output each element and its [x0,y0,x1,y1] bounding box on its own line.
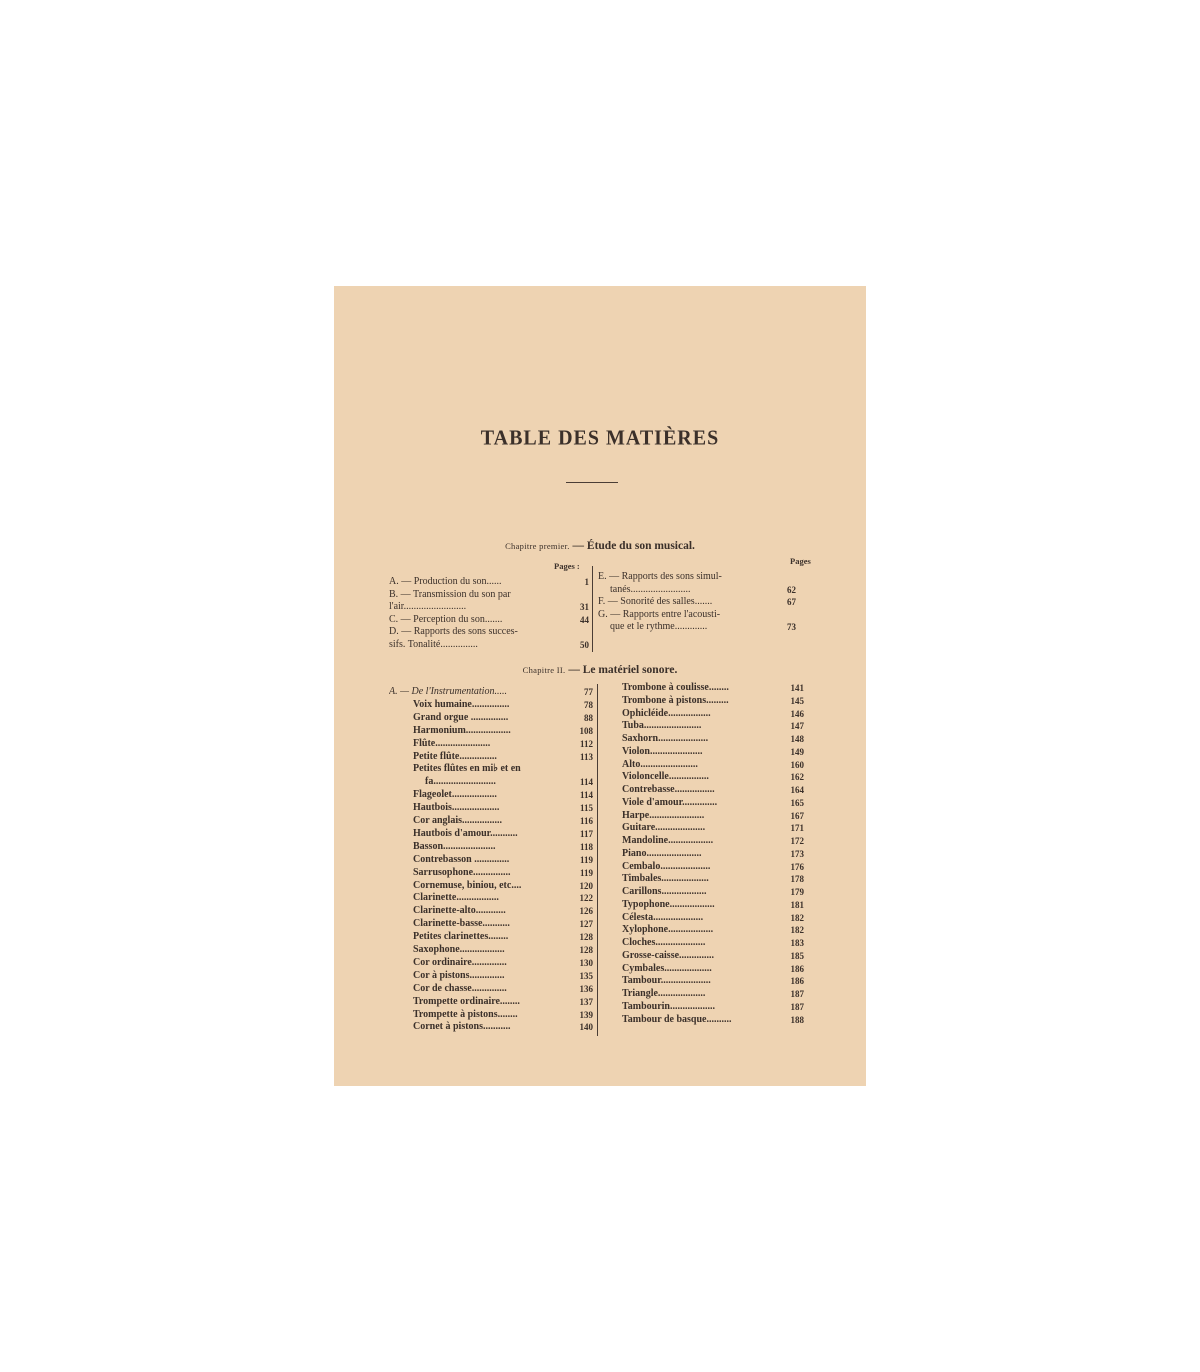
toc-entry-page: 135 [579,970,593,981]
toc-entry-page: 182 [790,925,804,936]
toc-entry-page: 126 [579,906,593,917]
toc-entry-page: 160 [790,759,804,770]
toc-entry-label: Trompette à pistons........ [413,1008,518,1020]
toc-entry-label: F. — Sonorité des salles....... [598,596,713,608]
toc-entry-label: Petites clarinettes........ [413,931,509,943]
toc-entry [622,746,804,758]
toc-entry [389,918,593,930]
toc-entry [622,1001,804,1013]
toc-entry-label: Cor ordinaire.............. [413,956,507,968]
toc-entry-page: 113 [579,751,593,762]
toc-entry-page: 1 [584,577,589,587]
toc-entry [598,584,796,596]
toc-entry [598,571,796,583]
toc-entry [389,802,593,814]
toc-entry-label: Viole d'amour.............. [622,796,718,808]
toc-entry-label: Carillons.................. [622,886,707,897]
toc-entry-label: Flûte...................... [413,737,491,749]
toc-entry [622,822,804,834]
toc-entry-label: Guitare.................... [622,822,706,834]
toc-entry [622,988,804,1000]
toc-entry [389,725,593,737]
toc-entry-page: 73 [787,622,796,633]
toc-entry-label: Cor anglais................ [413,815,502,826]
toc-entry-page: 145 [790,695,804,706]
toc-entry-label: B. — Transmission du son par [389,588,511,600]
toc-entry-label: Sarrusophone............... [413,866,511,878]
toc-entry-page: 179 [790,887,804,897]
toc-entry [389,763,593,775]
toc-entry [389,614,589,626]
toc-entry [389,699,593,711]
pages-label-left: Pages : [554,561,580,571]
column-divider [597,684,598,1036]
toc-entry [622,708,804,720]
toc-entry-label: Mandoline.................. [622,835,714,846]
toc-entry-label: Cornet à pistons........... [413,1021,511,1033]
toc-entry [389,854,593,866]
toc-entry-page: 141 [790,683,804,693]
page-title: TABLE DES MATIÈRES [480,426,720,450]
toc-entry [622,886,804,898]
toc-entry-page: 128 [579,932,593,943]
toc-entry [622,861,804,873]
toc-entry [622,950,804,962]
toc-entry [389,983,593,995]
chapter-1-heading [334,540,866,552]
toc-entry [389,686,593,698]
toc-entry [389,589,589,601]
toc-entry-page: 171 [790,823,804,834]
toc-entry [622,873,804,885]
toc-entry-label: Triangle................... [622,988,706,999]
toc-entry-label: Contrebasson .............. [413,853,510,865]
toc-entry [622,912,804,924]
toc-entry [389,880,593,892]
toc-entry [622,797,804,809]
toc-entry-page: 108 [579,725,593,736]
pages-label-right: Pages [790,556,811,566]
chapter-2-prefix: Chapitre II. [522,665,566,675]
toc-entry [389,1009,593,1021]
toc-entry [598,609,796,621]
toc-entry-label: Alto....................... [622,758,698,770]
toc-entry [389,712,593,724]
toc-entry [389,751,593,763]
toc-entry-label: G. — Rapports entre l'acousti- [598,608,721,620]
toc-entry-label: que et le rythme............. [610,621,708,633]
toc-entry [389,892,593,904]
toc-entry [389,626,589,638]
toc-entry-label: Xylophone.................. [622,924,714,936]
toc-entry-page: 148 [790,734,804,744]
chapter-2-title: — Le matériel sonore. [568,664,678,676]
toc-entry [389,957,593,969]
toc-entry-page: 119 [579,854,593,865]
toc-entry [389,867,593,879]
toc-entry [389,639,589,651]
toc-entry-page: 187 [790,1001,804,1012]
toc-entry [622,771,804,783]
toc-entry-label: Grosse-caisse.............. [622,949,715,961]
toc-entry [389,1021,593,1033]
toc-entry-label: C. — Perception du son....... [389,613,503,625]
toc-entry-label: Cornemuse, biniou, etc.... [413,879,522,891]
toc-entry-label: Cloches.................... [622,937,706,948]
toc-entry-page: 186 [790,963,804,974]
toc-entry-page: 147 [790,721,804,732]
title-divider [566,482,618,483]
column-divider [592,566,593,652]
toc-entry-label: Cymbales................... [622,962,712,974]
toc-entry-page: 114 [579,777,593,788]
toc-entry-page: 182 [790,912,804,923]
toc-entry-page: 165 [790,797,804,808]
toc-entry-page: 31 [580,602,589,613]
toc-entry-label: Saxophone.................. [413,944,505,955]
toc-entry-label: Clarinette-alto............ [413,905,506,917]
toc-entry-label: Célesta.................... [622,911,704,923]
toc-entry [389,931,593,943]
toc-entry-page: 67 [787,597,796,608]
toc-entry-page: 119 [579,867,593,878]
toc-entry-label: Basson..................... [413,840,496,852]
toc-entry-label: Ophicléide................. [622,707,711,719]
toc-entry-label: Trompette ordinaire........ [413,995,520,1007]
toc-entry [389,789,593,801]
toc-entry [389,996,593,1008]
toc-entry-label: Hautbois................... [413,802,500,814]
toc-entry-page: 44 [580,614,589,625]
toc-entry-page: 183 [790,938,804,948]
toc-entry-label: Petite flûte............... [413,750,497,762]
toc-entry [389,841,593,853]
toc-entry [389,601,589,613]
toc-entry-label: Trombone à coulisse........ [622,682,729,693]
toc-entry-label: Timbales................... [622,873,709,885]
toc-entry-label: Harpe...................... [622,809,705,821]
chapter-1-title: — Étude du son musical. [572,540,695,552]
toc-entry-page: 173 [790,848,804,859]
toc-entry-page: 139 [579,1009,593,1020]
toc-entry [389,776,593,788]
toc-entry [622,759,804,771]
toc-entry [622,975,804,987]
toc-entry-page: 188 [790,1014,804,1025]
toc-entry-page: 176 [790,861,804,872]
toc-entry-page: 181 [790,899,804,910]
toc-entry-label: Flageolet.................. [413,789,497,801]
toc-entry [622,924,804,936]
toc-entry [389,738,593,750]
toc-entry-label: Violon..................... [622,745,703,757]
toc-entry-label: D. — Rapports des sons succes- [389,626,518,638]
chapter-2-heading [334,664,866,676]
toc-entry-label: A. — Production du son...... [389,576,502,587]
toc-entry [622,937,804,949]
toc-entry [622,695,804,707]
toc-entry-page: 116 [579,816,593,826]
toc-entry-label: Grand orgue ............... [413,711,509,723]
toc-entry-page: 186 [790,976,804,987]
toc-entry-label: l'air......................... [389,601,467,613]
toc-entry-label: Violoncelle................ [622,771,709,783]
toc-entry [622,682,804,694]
toc-entry [622,810,804,822]
toc-entry-page: 136 [579,983,593,994]
toc-entry-page: 164 [790,785,804,795]
toc-entry-page: 62 [787,584,796,595]
toc-entry-page: 122 [579,893,593,904]
toc-entry [622,899,804,911]
toc-entry-page: 140 [579,1022,593,1033]
toc-entry-label: Cor à pistons.............. [413,969,505,981]
toc-entry-label: Tambourin.................. [622,1000,715,1012]
toc-entry-page: 118 [579,841,593,852]
toc-entry-page: 117 [579,828,593,839]
toc-entry-label: Piano...................... [622,847,702,859]
toc-entry-label: Trombone à pistons......... [622,694,729,706]
toc-entry [389,970,593,982]
toc-entry [389,944,593,956]
toc-entry-page: 178 [790,874,804,885]
toc-entry [622,848,804,860]
toc-entry-page: 162 [790,772,804,783]
toc-entry-page: 130 [579,957,593,968]
toc-entry [598,621,796,633]
toc-entry-page: 120 [579,880,593,891]
toc-entry-page: 115 [579,803,593,814]
toc-entry-page: 77 [584,687,593,697]
toc-entry-page: 127 [579,919,593,930]
toc-entry-label: Hautbois d'amour........... [413,827,518,839]
toc-entry [389,828,593,840]
toc-entry-label: Clarinette-basse........... [413,918,510,930]
toc-entry-label: Petites flûtes en mi♭ et en [413,763,521,775]
toc-entry-label: Clarinette................. [413,892,499,904]
toc-entry [389,905,593,917]
toc-entry-page: 187 [790,989,804,999]
toc-entry-label: Harmonium.................. [413,724,511,736]
toc-entry-page: 50 [580,640,589,650]
toc-entry-page: 78 [584,699,593,710]
toc-entry-label: Tambour.................... [622,975,711,987]
toc-entry [622,835,804,847]
toc-entry-label: Cembalo.................... [622,860,711,872]
toc-entry-label: E. — Rapports des sons simul- [598,571,722,582]
toc-entry-label: tanés........................ [610,583,691,595]
toc-entry-page: 112 [579,738,593,749]
toc-entry-page: 185 [790,950,804,961]
toc-entry-label: Tuba....................... [622,720,702,732]
toc-entry-label: sifs. Tonalité............... [389,639,478,650]
toc-entry [622,963,804,975]
toc-entry [622,720,804,732]
toc-entry-label: Saxhorn.................... [622,733,709,744]
chapter-1-prefix: Chapitre premier. [505,541,570,551]
toc-entry-page: 172 [790,836,804,846]
book-page [334,286,866,1086]
toc-entry-label: A. — De l'Instrumentation..... [389,686,507,697]
toc-entry-label: fa......................... [425,776,496,788]
toc-entry [389,815,593,827]
toc-entry-label: Voix humaine............... [413,698,510,710]
toc-entry [389,576,589,588]
toc-entry-label: Tambour de basque.......... [622,1013,732,1025]
toc-entry-page: 149 [790,746,804,757]
toc-entry-page: 128 [579,945,593,955]
toc-entry [622,784,804,796]
toc-entry-page: 167 [790,810,804,821]
toc-entry-page: 146 [790,708,804,719]
toc-entry-label: Cor de chasse.............. [413,982,507,994]
toc-entry-page: 137 [579,996,593,1007]
toc-entry-page: 114 [579,790,593,801]
toc-entry [622,733,804,745]
toc-entry [622,1014,804,1026]
toc-entry-label: Contrebasse................ [622,784,715,795]
toc-entry [598,596,796,608]
toc-entry-page: 88 [584,712,593,723]
toc-entry-label: Typophone.................. [622,898,715,910]
